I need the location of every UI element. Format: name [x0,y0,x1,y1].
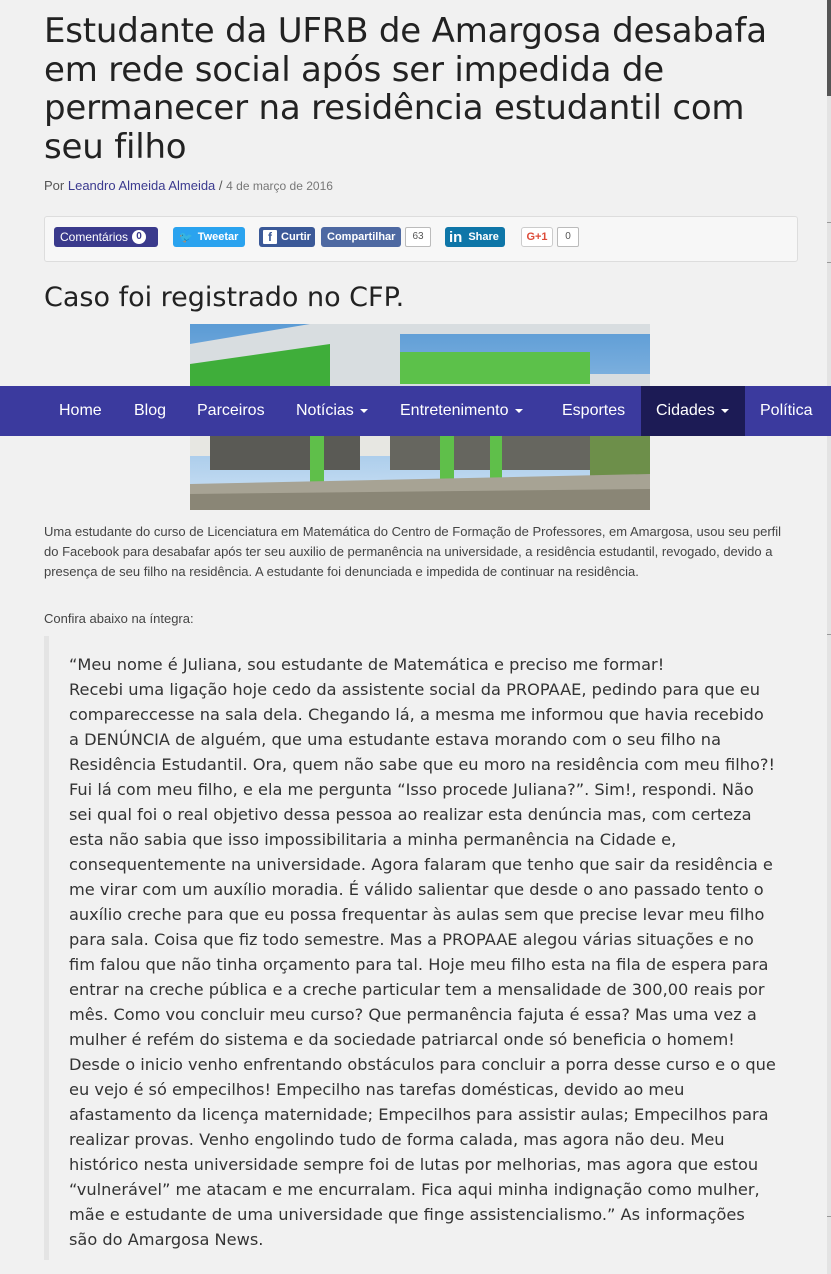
quote-line: “Meu nome é Juliana, sou estudante de Matemática e preciso me formar! [69,655,665,674]
article-title: Estudante da UFRB de Amargosa desabafa em rede social após ser impedida de permanecer na residência estudantil com seu filho [44,11,767,167]
edge-mark [827,222,831,223]
facebook-share-count: 63 [405,227,431,247]
google-plus-button[interactable] [521,227,553,247]
nav-label: Cidades [656,402,715,419]
linkedin-icon: in [449,228,463,246]
nav-politica[interactable] [745,386,827,436]
nav-label: Parceiros [197,402,265,419]
linkedin-label: Share [468,231,499,243]
twitter-bird-icon: 🐦 [179,231,193,244]
scrollbar-thumb[interactable] [827,0,831,96]
edge-mark [827,262,831,263]
nav-blog[interactable] [119,386,181,436]
comments-count-badge: 0 [132,230,146,244]
scrollbar-track[interactable] [827,0,831,1274]
fb-share-label: Compartilhar [327,231,396,243]
nav-esportes[interactable] [547,386,640,436]
google-plus-count: 0 [557,227,579,247]
article-subtitle: Caso foi registrado no CFP. [44,282,405,313]
nav-label: Entretenimento [400,402,509,419]
quote-block [44,636,778,1260]
byline-separator: / [218,178,223,193]
gplus-label: G+1 [526,231,548,243]
comments-button[interactable] [54,227,158,247]
linkedin-share-button[interactable] [445,227,505,247]
byline [44,178,798,193]
comments-label: Comentários [60,230,129,244]
chevron-down-icon [360,409,368,413]
edge-mark [827,1216,831,1217]
like-label: Curtir [281,231,311,243]
nav-home[interactable] [44,386,117,436]
tweet-button[interactable] [173,227,245,247]
facebook-like-button[interactable] [259,227,315,247]
byline-prefix: Por [44,178,65,193]
nav-label: Home [59,402,102,419]
chevron-down-icon [721,409,729,413]
nav-noticias[interactable] [281,386,383,436]
intro-text: Confira abaixo na íntegra: [44,611,194,626]
main-navbar [0,386,831,436]
quote-line: Recebi uma ligação hoje cedo da assistente social da PROPAAE, pedindo para que eu compareccesse na sala dela. Chegando lá, a mesma me informou que havia recebido a DENÚNCIA de alguém, que uma estudante estava morando com o seu filho na Residência Estudantil. Ora, quem não sabe que eu moro na residência com meu filho?! Fui lá com meu filho, e ela me pergunta “Isso procede Juliana?”. Sim!, respondi. Não sei qual foi o real objetivo dessa pessoa ao realizar esta denúncia mas, com certeza esta não sabia que isso impossibilitaria a minha permanência na Cidade e, consequentemente na universidade. Agora falaram que tenho que sair da residência e me virar com um auxílio moradia. É válido salientar que desde o ano passado tento o auxílio creche para que eu possa frequentar às aulas sem que precise levar meu filho para sala. Coisa que fiz todo semestre. Mas a PROPAAE alegou várias situações e no fim falou que não tinha orçamento para tal. Hoje meu filho esta na fila de espera para entrar na creche pública e a creche particular tem a mensalidade de 300,00 reais por mês. Como vou concluir meu curso? Que permanência fajuta é essa? Mas uma vez a mulher é refém do sistema e da sociedade patriarcal onde só beneficia o homem! Desde o inicio venho enfrentando obstáculos para concluir a porra desse curso e o que eu vejo é só empecilhos! Empecilho nas tarefas domésticas, devido ao meu afastamento da licença maternidade; Empecilhos para assistir aulas; Empecilhos para realizar provas. Venho engolindo tudo de forma calada, mas agora não deu. Meu histórico nesta universidade sempre foi de lutas por melhorias, mas agora que estou “vulnerável” me atacam e me encurralam. Fica aqui minha indignação como mulher, mãe e estudante de uma universidade que finge assistencialismo.” As informações são do Amargosa News. [69,680,776,1249]
facebook-icon: f [263,230,277,244]
nav-cidades[interactable] [641,386,745,436]
nav-label: Blog [134,402,167,419]
nav-entretenimento[interactable] [385,386,538,436]
publish-date: 4 de março de 2016 [226,179,333,193]
nav-label: Política [760,402,813,419]
nav-label: Esportes [562,402,626,419]
edge-mark [827,634,831,635]
share-bar [44,216,798,262]
tweet-label: Tweetar [197,231,239,243]
chevron-down-icon [515,409,523,413]
author-link[interactable]: Leandro Almeida Almeida [67,178,216,193]
facebook-share-button[interactable] [321,227,401,247]
photo-caption: Uma estudante do curso de Licenciatura em Matemática do Centro de Formação de Professores, em Amargosa, usou seu perfil do Facebook para desabafar após ter seu auxilio de permanência na universidade, a residência estudantil, revogado, devido a presença de seu filho na residência. A estudante foi denunciada e impedida de continuar na residência. [44,524,782,579]
nav-label: Notícias [296,402,354,419]
nav-parceiros[interactable] [182,386,280,436]
